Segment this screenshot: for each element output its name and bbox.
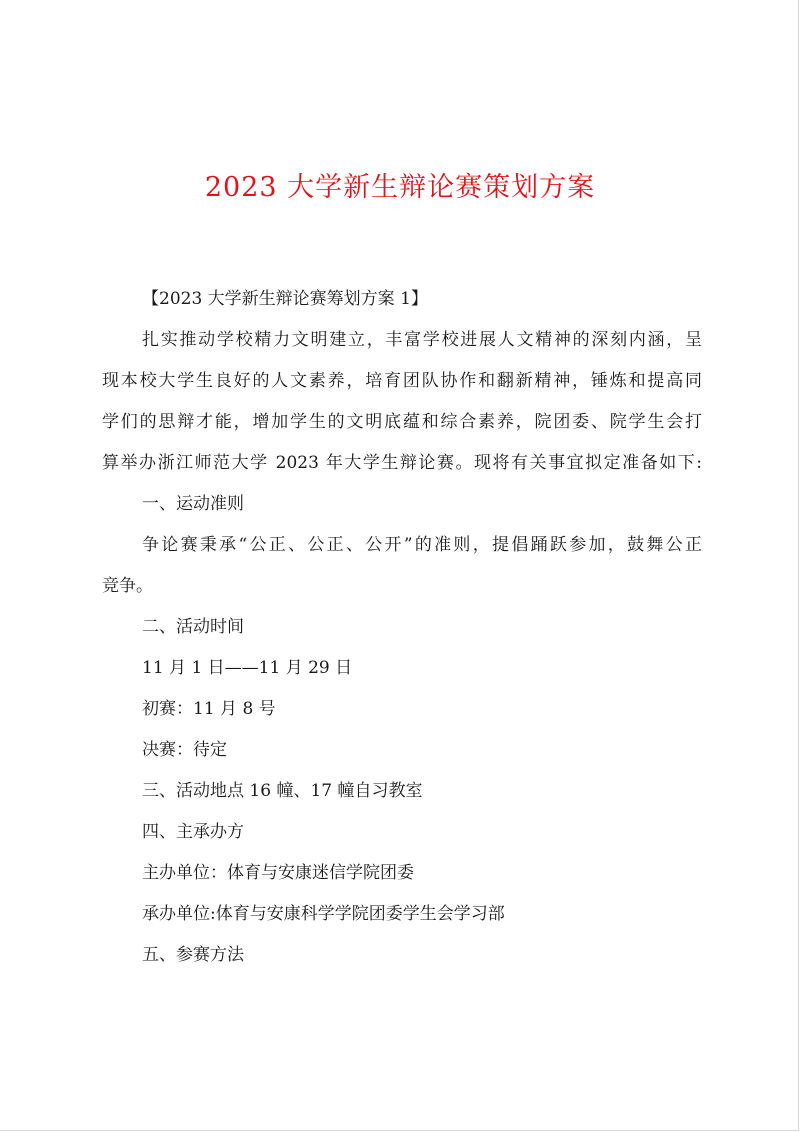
preliminary-date: 初赛：11 月 8 号 <box>142 699 276 719</box>
co-organizer: 承办单位:体育与安康科学学院团委学生会学习部 <box>142 904 505 924</box>
principle-line-1: 争论赛秉承“公正、公正、公开”的准则，提倡踊跃参加，鼓舞公正 <box>142 535 702 555</box>
section-4-heading: 四、主承办方 <box>142 822 244 842</box>
organizer: 主办单位：体育与安康迷信学院团委 <box>142 863 414 883</box>
section-3-location: 三、活动地点 16 幢、17 幢自习教室 <box>142 781 423 801</box>
section-1-heading: 一、运动准则 <box>142 494 244 514</box>
time-range: 11 月 1 日——11 月 29 日 <box>142 658 353 678</box>
final-date: 决赛：待定 <box>142 740 227 760</box>
document-title: 2023 大学新生辩论赛策划方案 <box>204 172 596 203</box>
intro-line-4: 算举办浙江师范大学 2023 年大学生辩论赛。现将有关事宜拟定准备如下: <box>102 453 702 473</box>
principle-line-2: 竞争。 <box>102 576 153 596</box>
intro-line-2: 现本校大学生良好的人文素养，培育团队协作和翻新精神，锤炼和提高同 <box>102 371 702 391</box>
intro-line-3: 学们的思辩才能，增加学生的文明底蕴和综合素养，院团委、院学生会打 <box>102 412 702 432</box>
section-heading: 【2023 大学新生辩论赛筹划方案 1】 <box>142 289 428 309</box>
document-body <box>102 284 702 981</box>
intro-line-1: 扎实推动学校精力文明建立，丰富学校进展人文精神的深刻内涵，呈 <box>142 330 702 350</box>
section-5-heading: 五、参赛方法 <box>142 945 244 965</box>
section-2-heading: 二、活动时间 <box>142 617 244 637</box>
